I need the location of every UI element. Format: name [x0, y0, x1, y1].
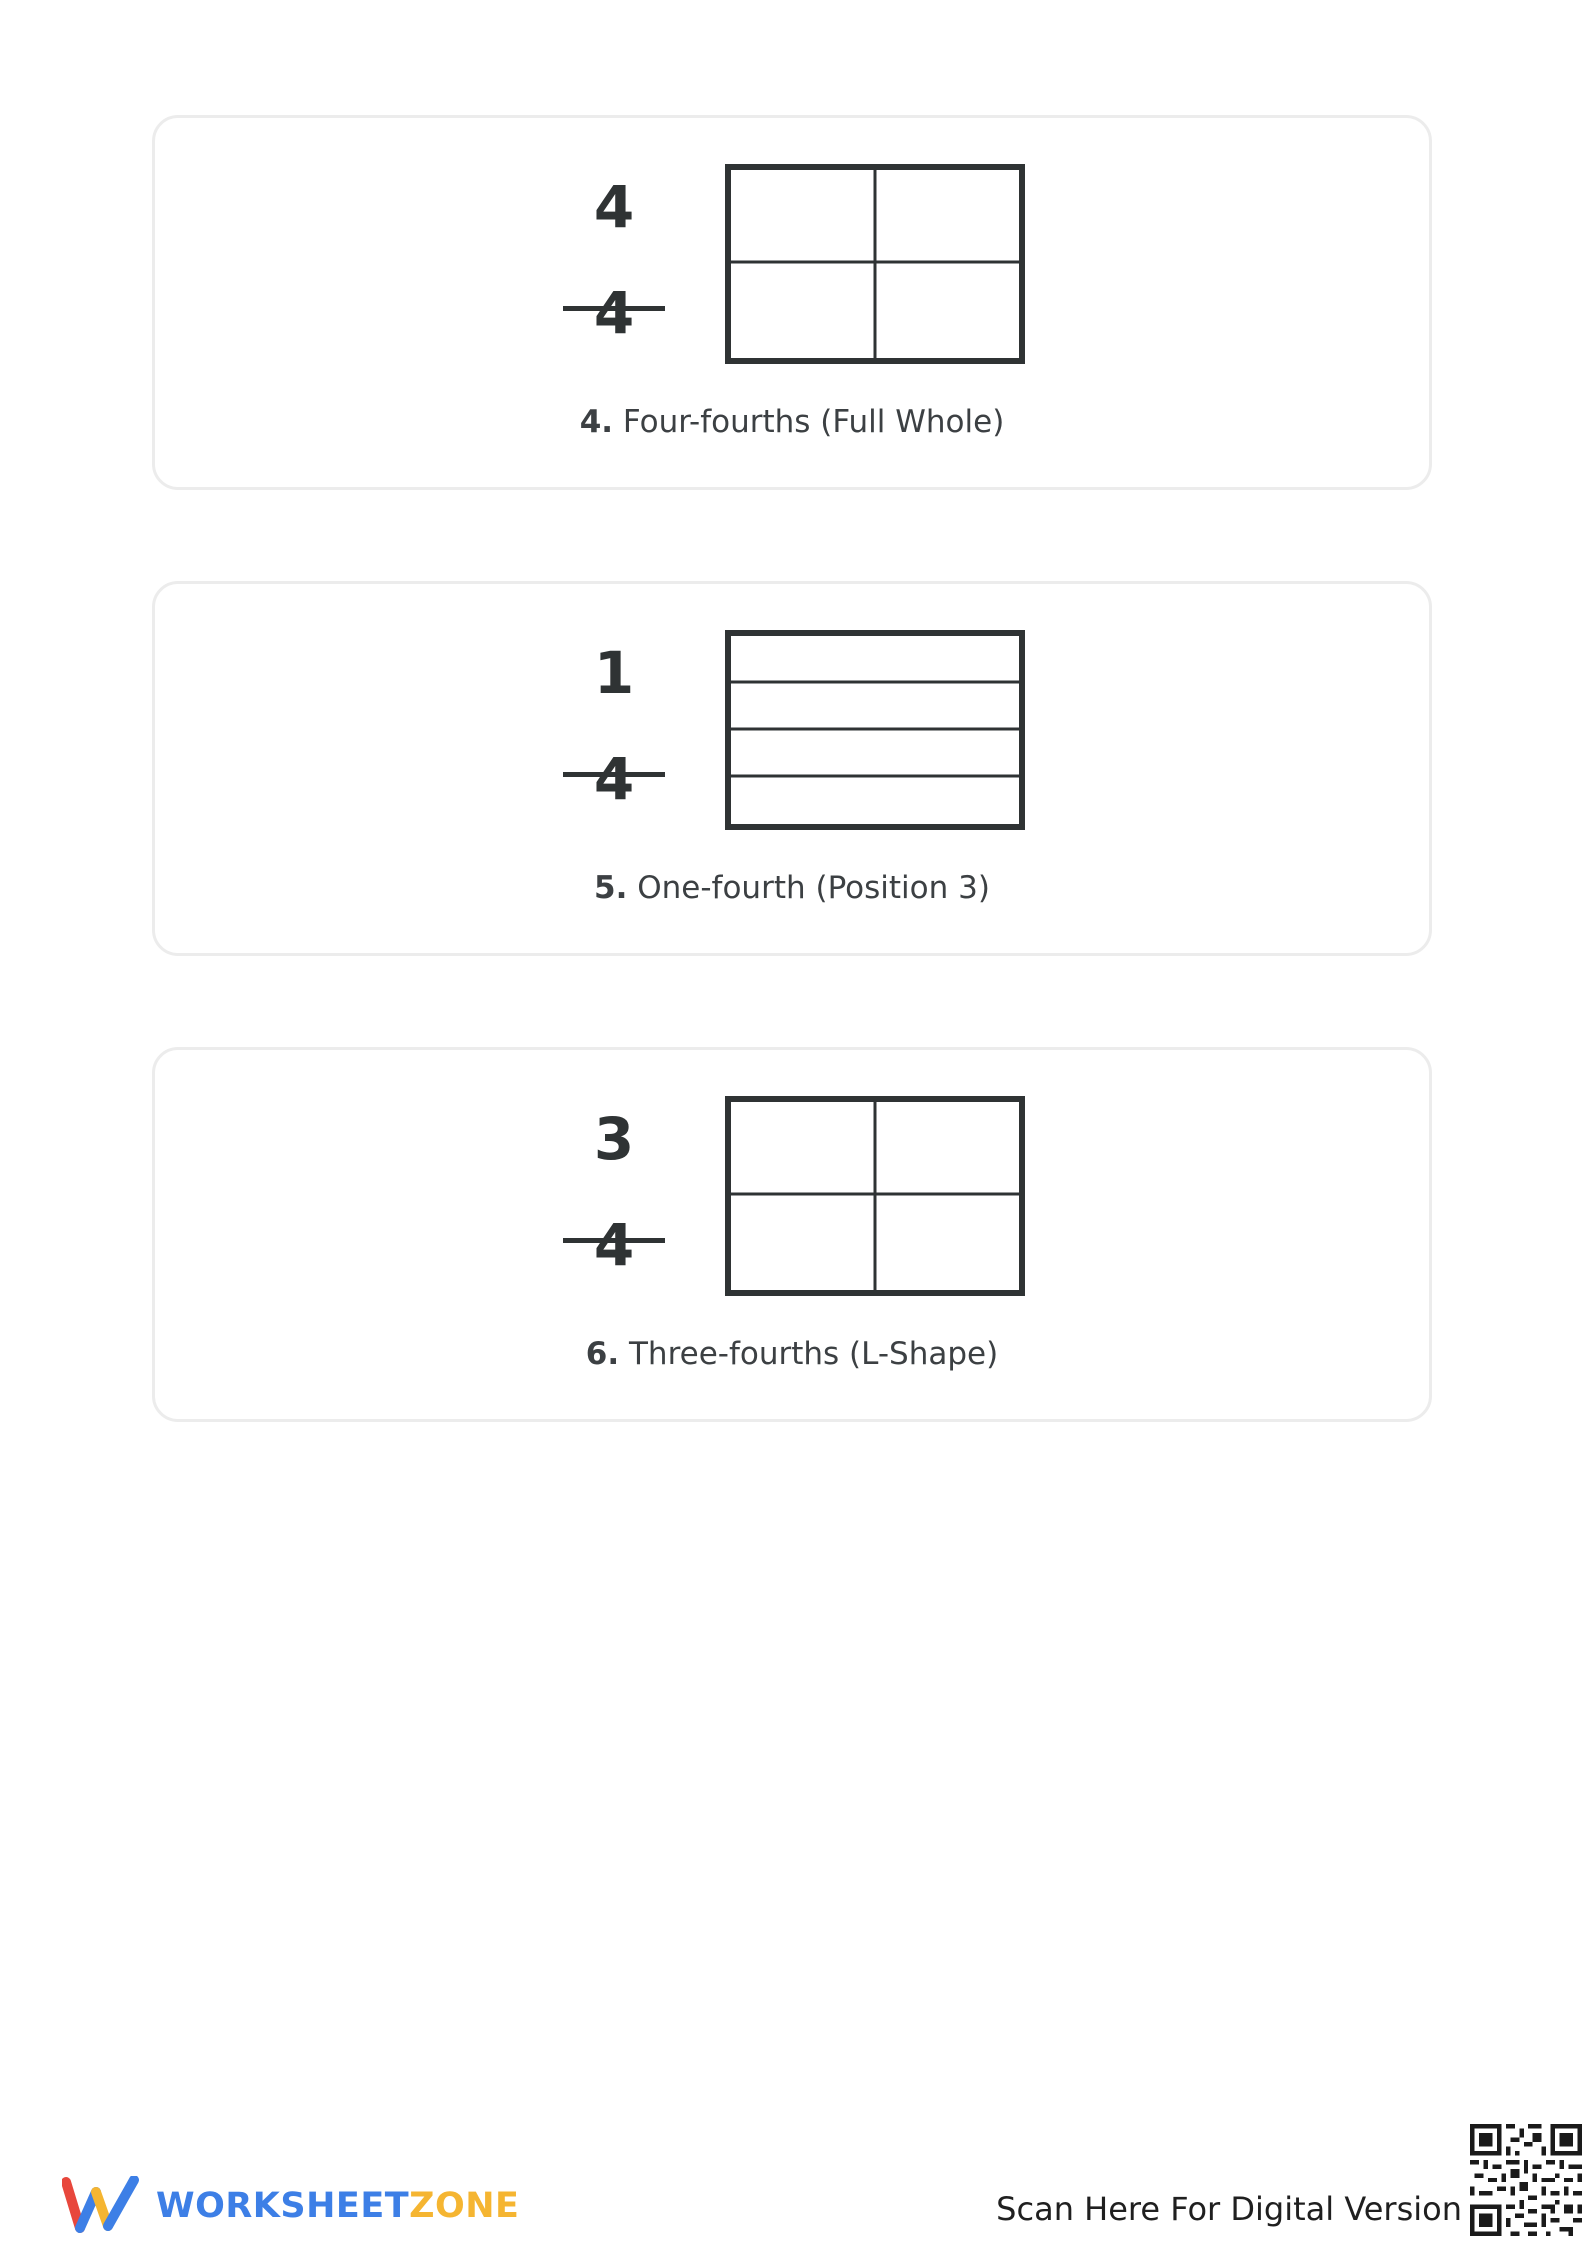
caption-number: 5. [594, 870, 628, 906]
caption-label: Four-fourths (Full Whole) [622, 404, 1005, 440]
brand-part2: ZONE [409, 2186, 520, 2226]
brand-part1: WORKSHEET [156, 2186, 410, 2226]
fraction-card-6 [152, 1047, 1432, 1422]
qr-code-icon[interactable] [1470, 2124, 1582, 2236]
fraction [563, 166, 665, 347]
grid-2x2-shape [725, 1096, 1025, 1296]
fraction-caption [155, 404, 1429, 440]
worksheetzone-logo[interactable] [62, 2176, 519, 2236]
fraction-caption [155, 870, 1429, 906]
fraction-card-4 [152, 115, 1432, 490]
fraction-numerator: 3 [593, 1105, 635, 1173]
fraction-numerator: 4 [593, 173, 635, 241]
fraction-denominator: 4 [593, 745, 635, 813]
fraction-numerator: 1 [593, 639, 635, 707]
fraction-denominator: 4 [593, 1211, 635, 1279]
fraction-caption [155, 1336, 1429, 1372]
caption-label: Three-fourths (L-Shape) [628, 1336, 999, 1372]
fraction-denominator: 4 [593, 279, 635, 347]
fraction [563, 632, 665, 813]
fraction-card-5 [152, 581, 1432, 956]
caption-number: 6. [585, 1336, 620, 1372]
worksheetzone-logo-icon [62, 2176, 140, 2236]
brand-name [156, 2186, 519, 2226]
caption-number: 4. [579, 404, 614, 440]
fraction [563, 1098, 665, 1279]
scan-text: Scan Here For Digital Version [996, 2190, 1462, 2228]
caption-label: One-fourth (Position 3) [637, 870, 990, 906]
horizontal-strips-shape [725, 630, 1025, 830]
grid-2x2-shape [725, 164, 1025, 364]
